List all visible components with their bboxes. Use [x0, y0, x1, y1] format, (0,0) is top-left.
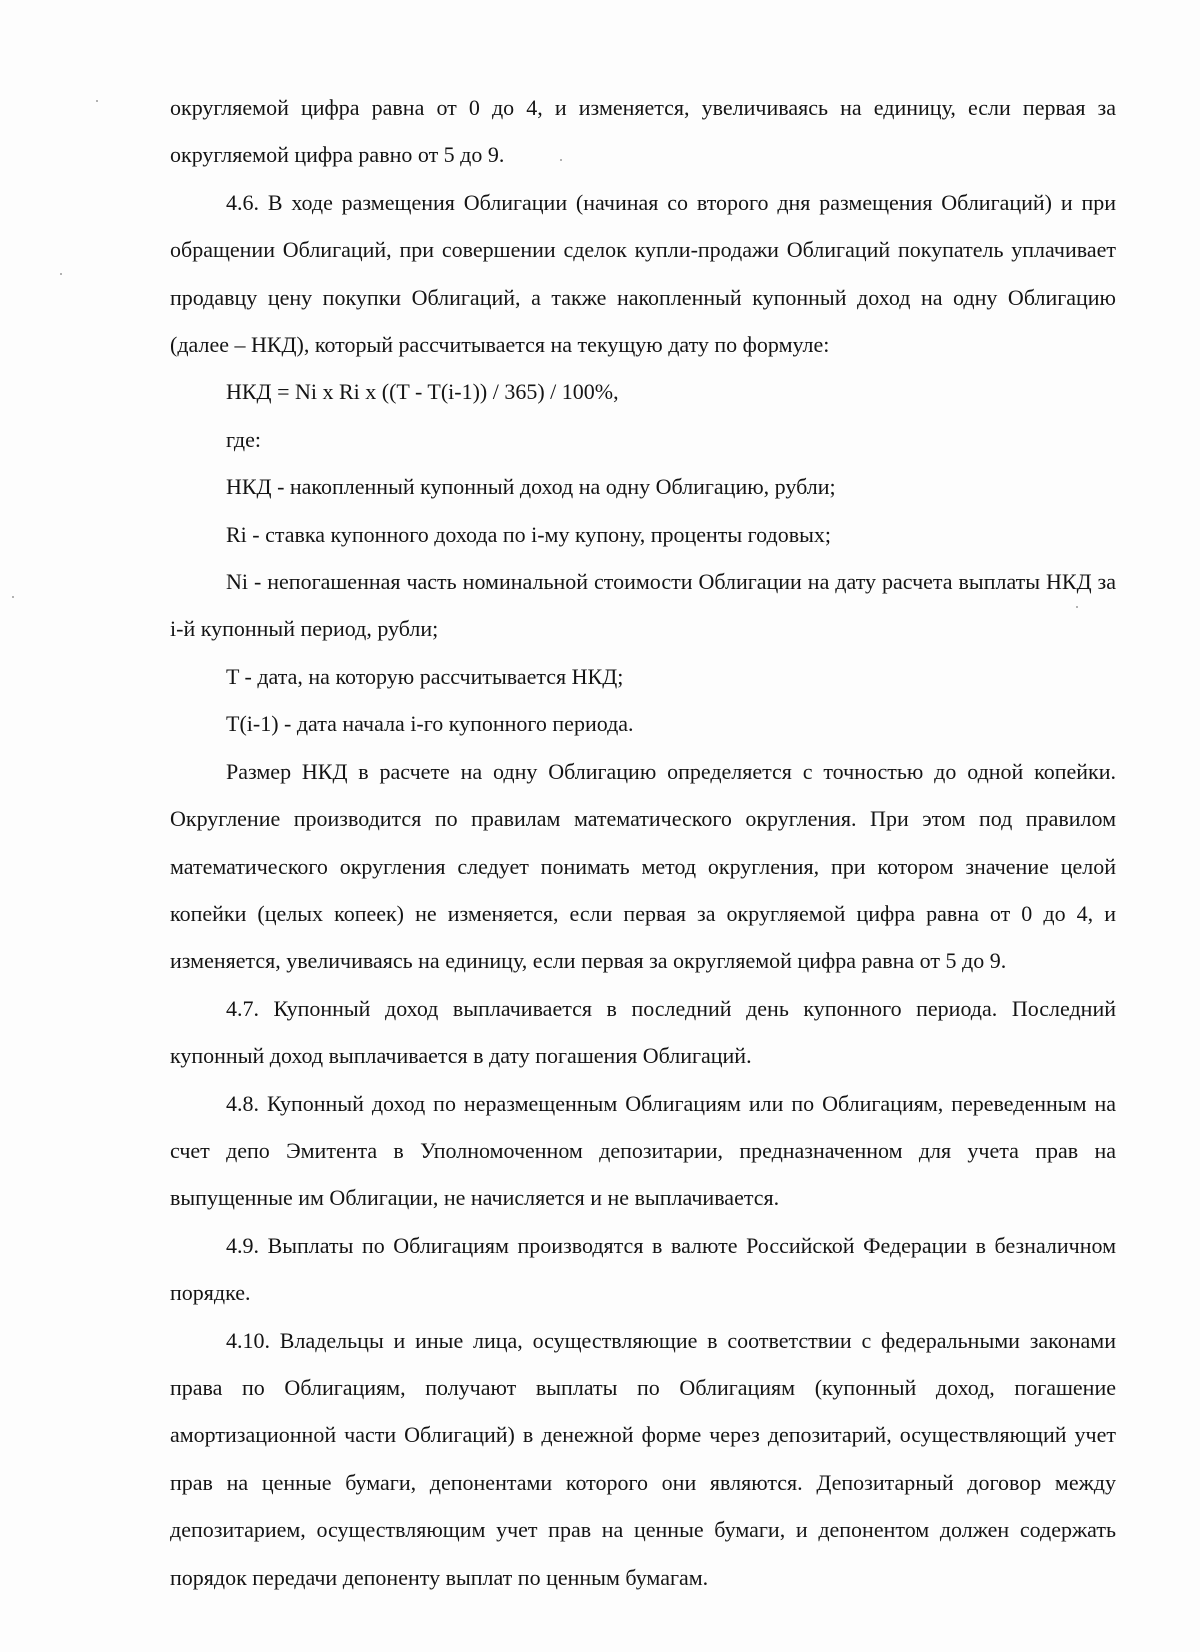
scan-speck — [12, 596, 14, 598]
rounding-paragraph: Размер НКД в расчете на одну Облигацию определяется с точностью до одной копейки. Округление производится по правилам математического округления. При этом под правилом математического округления следует понимать метод округления, при котором значение целой копейки (целых копеек) не изменяется, если первая за округляемой цифра равна от 0 до 4, и изменяется, увеличиваясь на единицу, если первая за округляемой цифра равна от 5 до 9. — [170, 758, 1116, 974]
section-4-10-paragraph: 4.10. Владельцы и иные лица, осуществляющие в соответствии с федеральными законами права по Облигациям, получают выплаты по Облигациям (купонный доход, погашение амортизационной части Облигаций) в денежной форме через депозитарий, осуществляющий учет прав на ценные бумаги, депонентами которого они являются. Депозитарный договор между депозитарием, осуществляющим учет прав на ценные бумаги, и депонентом должен содержать порядок передачи депоненту выплат по ценным бумагам. — [170, 1327, 1116, 1590]
definition-ri: Ri - ставка купонного дохода по i-му купону, проценты годовых; — [226, 521, 831, 547]
scan-speck — [60, 273, 62, 275]
nkd-formula: НКД = Ni x Ri x ((T - T(i-1)) / 365) / 100%, — [226, 379, 619, 405]
document-body — [170, 84, 1116, 1601]
section-4-7-paragraph: 4.7. Купонный доход выплачивается в последний день купонного периода. Последний купонный доход выплачивается в дату погашения Облигаций. — [170, 995, 1116, 1069]
scan-speck — [96, 100, 98, 102]
definition-t: T - дата, на которую рассчитывается НКД; — [226, 663, 624, 689]
section-4-9-paragraph: 4.9. Выплаты по Облигациям производятся в валюте Российской Федерации в безналичном порядке. — [170, 1232, 1116, 1306]
definition-nkd: НКД - накопленный купонный доход на одну Облигацию, рубли; — [226, 474, 836, 500]
section-4-8-paragraph: 4.8. Купонный доход по неразмещенным Облигациям или по Облигациям, переведенным на счет депо Эмитента в Уполномоченном депозитарии, предназначенном для учета прав на выпущенные им Облигации, не начисляется и не выплачивается. — [170, 1090, 1116, 1211]
intro-paragraph: округляемой цифра равна от 0 до 4, и изменяется, увеличиваясь на единицу, если первая за округляемой цифра равно от 5 до 9. — [170, 95, 1116, 168]
definition-ni: Ni - непогашенная часть номинальной стоимости Облигации на дату расчета выплаты НКД за i-й купонный период, рубли; — [170, 569, 1116, 642]
definition-t-prev: T(i-1) - дата начала i-го купонного периода. — [226, 711, 634, 737]
where-label: где: — [226, 426, 261, 452]
section-4-6-paragraph: 4.6. В ходе размещения Облигации (начиная со второго дня размещения Облигаций) и при обращении Облигаций, при совершении сделок купли-продажи Облигаций покупатель уплачивает продавцу цену покупки Облигаций, а также накопленный купонный доход на одну Облигацию (далее – НКД), который рассчитывается на текущую дату по формуле: — [170, 189, 1116, 358]
